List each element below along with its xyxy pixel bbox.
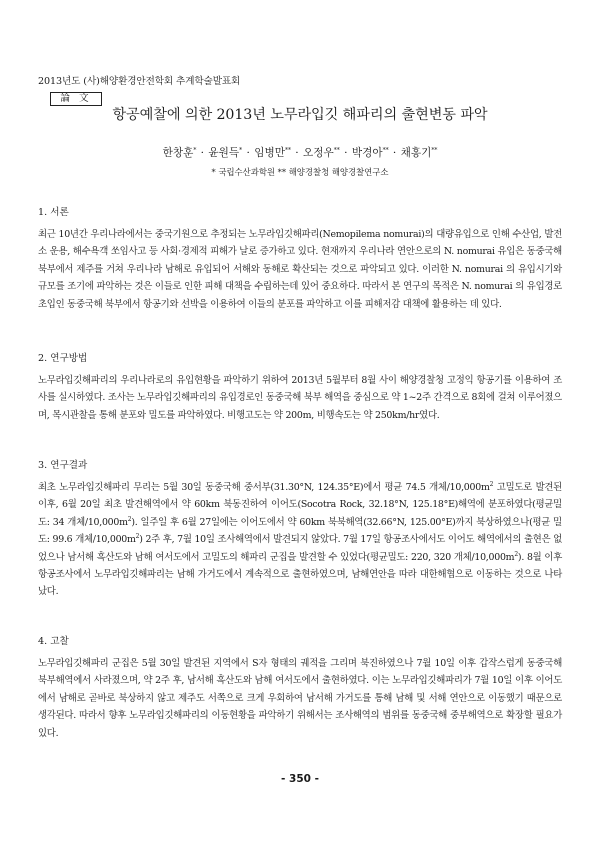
author-name: 한창훈 bbox=[162, 147, 194, 159]
author-mark: ** bbox=[431, 147, 438, 154]
author-name: 채홍기 bbox=[400, 147, 432, 159]
section-body: 노무라입깃해파리의 우리나라로의 유입현황을 파악하기 위하여 2013년 5월부터 8월 사이 해양경찰청 고정익 항공기를 이용하여 조사를 실시하였다. 조사는 노무라입깃해파리의 유입경로인 동중국해 북부 해역을 중심으로 약 1~2주 간격으로 8회에 걸쳐 이루어졌으며, 목시관찰을 통해 분포와 밀도를 파악하였다. 비행고도는 약 200m, 비행속도는 약 250km/hr였다. bbox=[38, 375, 562, 421]
page-number: - 350 - bbox=[281, 773, 319, 785]
author-mark: * bbox=[193, 147, 197, 154]
superscript: 2 bbox=[489, 481, 494, 488]
affiliation: * 국립수산과학원 ** 해양경찰청 해양경찰연구소 bbox=[211, 167, 389, 177]
author-mark: ** bbox=[333, 147, 340, 154]
section-body bbox=[38, 479, 562, 601]
body-text: ). 8월 이후 항공조사에서 노무라입깃해파리는 남해 가거도에서 계속적으로 출현하였으며, 남해연안을 따라 대한해협으로 이동하는 것으로 나타났다. bbox=[38, 551, 563, 598]
section-heading: 4. 고찰 bbox=[38, 636, 69, 647]
body-text: ). 일주일 후 6월 27일에는 이어도에서 약 60km 북북해역(32.66°N, 125.00°E)까지 북상하였으나(평균 밀도: 99.6 개체/10,000m bbox=[38, 516, 562, 546]
section-methods bbox=[38, 350, 562, 424]
author-name: 윤원득 bbox=[208, 147, 240, 159]
body-text: 최초 노무라입깃해파리 무리는 5월 30일 동중국해 중서부(31.30°N, 124.35°E)에서 평균 74.5 개체/10,000m bbox=[38, 482, 490, 493]
section-heading: 3. 연구결과 bbox=[38, 460, 88, 471]
superscript: 2 bbox=[514, 550, 518, 558]
body-text: 고밀도로 발견된 이후, 6월 20일 최초 발견해역에서 약 60km 북동진하여 이어도(Socotra Rock, 32.18°N, 125.18°E)해역에 분포하였다(평균밀도: 34 개체/10,000m bbox=[38, 482, 562, 528]
author-mark: ** bbox=[284, 147, 291, 154]
author-name: 오정우 bbox=[303, 147, 334, 159]
section-body: 최근 10년간 우리나라에서는 중국기원으로 추정되는 노무라입깃해파리(Nemopilema nomurai)의 대량유입으로 인해 수산업, 발전소 운용, 해수욕객 쏘임사고 등 사회·경제적 피해가 날로 증가하고 있다. 현재까지 우리나라 연안으로의 N. nomurai 유입은 동중국해 북부에서 제주를 거쳐 우리나라 남해로 유입되어 서해와 동해로 확산되는 것으로 파악되고 있다. 이러한 N. nomurai 의 유입시기와 규모를 조기에 파악하는 것은 이들로 인한 피해 대책을 수립하는데 있어 중요하다. 따라서 본 연구의 목적은 N. nomurai 의 유입경로 초입인 동중국해 북부에서 항공기와 선박을 이용하여 이들의 분포를 파악하고 이를 피해저감 대책에 활용하는 데 있다. bbox=[38, 229, 562, 310]
paper-type-label: 論 文 bbox=[50, 92, 102, 106]
section-heading: 1. 서론 bbox=[38, 207, 69, 218]
author-list: 한창훈* · 윤원득* · 임병만** · 오정우** · 박경아** · 채홍기** bbox=[162, 147, 438, 159]
author-mark: * bbox=[239, 147, 243, 154]
conference-name: 2013년도 (사)해양환경안전학회 추계학술발표회 bbox=[38, 76, 241, 87]
section-introduction bbox=[38, 204, 562, 313]
author-name: 박경아 bbox=[351, 147, 383, 159]
section-body: 노무라입깃해파리 군집은 5월 30일 발견된 지역에서 S자 형태의 궤적을 그리며 북진하였으나 7월 10일 이후 갑작스럽게 동중국해 북부해역에서 사라졌으며, 약 2주 후, 남서해 흑산도와 남해 여서도에서 출현하였다. 이는 노무라입깃해파리가 7월 10일 이후 이어도에서 남해로 곧바로 북상하지 않고 제주도 서쪽으로 크게 우회하여 남서해 가거도를 통해 남해 및 서해 연안으로 이동했기 때문으로 생각된다. 따라서 향후 노무라입깃해파리의 이동현황을 파악하기 위해서는 조사해역의 범위를 동중국해 중부해역으로 확장할 필요가 있다. bbox=[38, 658, 562, 739]
body-text: ) 2주 후, 7월 10일 조사해역에서 발견되지 않았다. 7월 17일 항공조사에서도 이어도 해역에서의 출현은 없었으나 남서해 흑산도와 남해 여서도에서 고밀도의 해파리 군집을 발견할 수 있었다(평균밀도: 220, 320 개체/10,000m bbox=[38, 534, 563, 563]
section-heading: 2. 연구방법 bbox=[38, 353, 88, 364]
superscript: 2 bbox=[135, 533, 140, 541]
author-mark: ** bbox=[382, 147, 389, 154]
paper-title: 항공예찰에 의한 2013년 노무라입깃 해파리의 출현변동 파악 bbox=[112, 107, 488, 123]
section-discussion bbox=[38, 633, 562, 742]
section-results bbox=[38, 457, 562, 601]
author-name: 임병만 bbox=[254, 147, 285, 159]
superscript: 2 bbox=[127, 515, 132, 523]
